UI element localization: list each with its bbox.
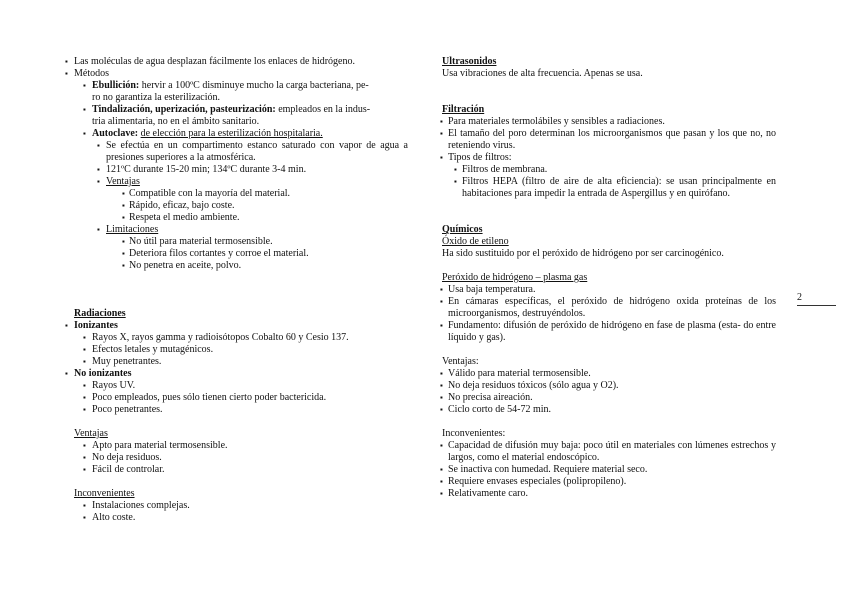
list-item: ▪ Capacidad de difusión muy baja: poco útil en materiales con lúmenes estrechos y largos, como el material endoscópico. xyxy=(442,440,776,464)
list-item: ▪ Se efectúa en un compartimento estanco saturado con vapor de agua a presiones superiores a la atmosférica. xyxy=(74,140,408,164)
list-item: ▪ Poco empleados, pues sólo tienen cierto poder bactericida. xyxy=(74,392,408,404)
section-heading: Filtración xyxy=(442,104,485,115)
section-heading: Ultrasonidos xyxy=(442,56,497,67)
list-item: ▪ Ionizantes xyxy=(74,320,408,332)
list-item: ▪ No ionizantes xyxy=(74,368,408,380)
list-item: ▪ No deja residuos tóxicos (sólo agua y O2). xyxy=(442,380,776,392)
list-item: ▪ Efectos letales y mutagénicos. xyxy=(74,344,408,356)
list-item: ▪ Filtros HEPA (filtro de aire de alta eficiencia): se usan principalmente en habitaciones para impedir la entrada de Aspergillus y en quirófano. xyxy=(442,176,776,200)
list-item: ▪ Deteriora filos cortantes y corroe el material. xyxy=(74,248,408,260)
left-column xyxy=(74,56,408,524)
list-item: ▪ No penetra en aceite, polvo. xyxy=(74,260,408,272)
list-item: ▪ El tamaño del poro determinan los microorganismos que pasan y los que no, no reteniendo virus. xyxy=(442,128,776,152)
list-item: ▪ Se inactiva con humedad. Requiere material seco. xyxy=(442,464,776,476)
list-item: ▪ Instalaciones complejas. xyxy=(74,500,408,512)
list-item: ▪ Tipos de filtros: xyxy=(442,152,776,164)
list-item-continuation: ro no garantiza la esterilización. xyxy=(92,92,220,103)
list-item: ▪ Poco penetrantes. xyxy=(74,404,408,416)
list-item: ▪ En cámaras específicas, el peróxido de hidrógeno oxida proteínas de los microorganismos, destruyéndolos. xyxy=(442,296,776,320)
subheading: Inconvenientes xyxy=(74,488,135,499)
list-item: ▪ Rayos UV. xyxy=(74,380,408,392)
list-item: ▪ Rápido, eficaz, bajo coste. xyxy=(74,200,408,212)
section-heading: Químicos xyxy=(442,224,483,235)
list-item xyxy=(74,104,408,116)
subheading: Ventajas xyxy=(74,428,108,439)
page-number-rule xyxy=(797,305,836,306)
list-item: ▪ Relativamente caro. xyxy=(442,488,776,500)
list-item: ▪ Respeta el medio ambiente. xyxy=(74,212,408,224)
method-text: hervir a 100ºC disminuye mucho la carga bacteriana, pe- xyxy=(139,80,369,91)
list-item: ▪ No útil para material termosensible. xyxy=(74,236,408,248)
page-number: 2 xyxy=(797,292,802,303)
list-item: ▪ No deja residuos. xyxy=(74,452,408,464)
subheading xyxy=(74,176,408,188)
list-item: ▪ Alto coste. xyxy=(74,512,408,524)
list-item: ▪ Filtros de membrana. xyxy=(442,164,776,176)
list-item xyxy=(74,80,408,92)
paragraph: Usa vibraciones de alta frecuencia. Apenas se usa. xyxy=(442,68,643,79)
list-item xyxy=(74,128,408,140)
method-label: Autoclave: xyxy=(92,128,139,139)
subheading: Peróxido de hidrógeno – plasma gas xyxy=(442,272,588,283)
list-item-continuation: tria alimentaria, no en el ámbito sanitario. xyxy=(92,116,260,127)
method-text: de elección para la esterilización hospitalaria. xyxy=(140,128,323,139)
subheading: Ventajas: xyxy=(442,356,479,367)
list-item: ▪ Compatible con la mayoría del material. xyxy=(74,188,408,200)
paragraph: Ha sido sustituido por el peróxido de hidrógeno por ser carcinogénico. xyxy=(442,248,724,259)
subheading: Inconvenientes: xyxy=(442,428,506,439)
list-item: ▪ Válido para material termosensible. xyxy=(442,368,776,380)
list-item: ▪ Fundamento: difusión de peróxido de hidrógeno en fase de plasma (esta- do entre líquido y gas). xyxy=(442,320,776,344)
list-item: ▪ Requiere envases especiales (polipropileno). xyxy=(442,476,776,488)
list-item: ▪ Rayos X, rayos gamma y radioisótopos Cobalto 60 y Cesio 137. xyxy=(74,332,408,344)
method-label: Tindalización, uperización, pasteurización: xyxy=(92,104,276,115)
list-item: ▪ Usa baja temperatura. xyxy=(442,284,776,296)
list-item: ▪ Las moléculas de agua desplazan fácilmente los enlaces de hidrógeno. xyxy=(74,56,408,68)
right-column xyxy=(442,56,776,500)
list-item: ▪ Fácil de controlar. xyxy=(74,464,408,476)
subheading-text: Ventajas xyxy=(106,176,140,187)
list-item: ▪ Métodos xyxy=(74,68,408,80)
method-text: empleados en la indus- xyxy=(275,104,371,115)
list-item: ▪ Muy penetrantes. xyxy=(74,356,408,368)
subheading: Óxido de etileno xyxy=(442,236,509,247)
list-item: ▪ Apto para material termosensible. xyxy=(74,440,408,452)
list-item: ▪ Para materiales termolábiles y sensibles a radiaciones. xyxy=(442,116,776,128)
section-heading: Radiaciones xyxy=(74,308,126,319)
list-item: ▪ No precisa aireación. xyxy=(442,392,776,404)
list-item: ▪ Ciclo corto de 54-72 min. xyxy=(442,404,776,416)
method-label: Ebullición: xyxy=(92,80,140,91)
subheading-text: Limitaciones xyxy=(106,224,159,235)
list-item: ▪ 121ºC durante 15-20 min; 134ºC durante 3-4 min. xyxy=(74,164,408,176)
subheading xyxy=(74,224,408,236)
